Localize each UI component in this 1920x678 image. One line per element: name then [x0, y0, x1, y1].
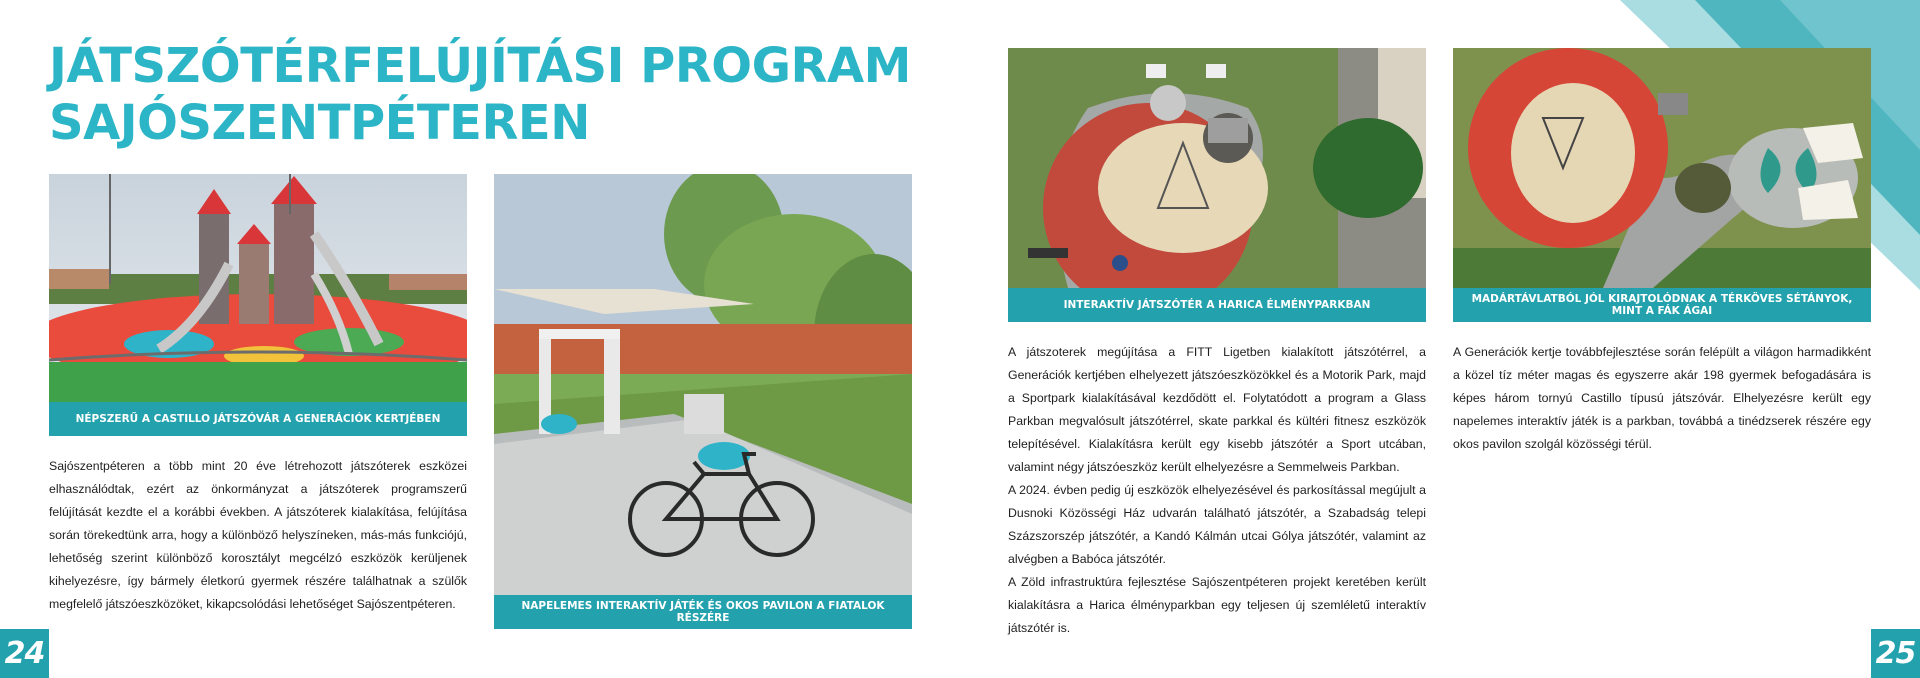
program-paragraph-2: A 2024. évben pedig új eszközök elhelyezésével és parkosítással megújult a Dusnoki Közösségi Ház udvarán található játszótér, a Szabadság telepi Százszorszép játszótér, a Kandó Kálmán utcai Gólya játszótér, valamint az alvégben a Babóca játszótér. [1008, 483, 1426, 566]
intro-paragraph: Sajószentpéteren a több mint 20 éve létrehozott játszóterek eszközei elhasználódtak, ezért az önkormányzat a játszóterek programszerű felújítását kezdte el a korábbi években. A játszóterek kialakítása, felújítása során törekedtünk arra, hogy a különböző helyszíneken, más-más funkciójú, lehetőség szerint különböző korosztályt megcélzó eszközök kerüljenek kihelyezésre, így bármely életkorú gyermek részére találhatnak a szülők megfelelő játszóeszközöket, kikapcsolódási lehetőséget Sajószentpéteren. [49, 459, 467, 611]
harica-caption-line-1: INTERAKTÍV JÁTSZÓTÉR A HARICA ÉLMÉNYPARKBAN [1063, 299, 1371, 311]
aerial-walkway-photo [1453, 48, 1871, 288]
program-paragraph-1: A játszoterek megújítása a FITT Ligetben kialakított játszótérrel, a Generációk kertjében elhelyezett játszóeszközökkel és a Motorik Park, majd a Sportpark kialakításával kezdődött el. Folytatódott a program a Glass Parkban megvalósult játszótérrel, skate parkkal és kültéri fitnesz eszközök telepítésével. Kialakításra került egy kisebb játszótér a Sport utcában, valamint négy játszóeszköz került elhelyezésre a Semmelweis Parkban. [1008, 345, 1426, 474]
castillo-playground-photo [49, 174, 467, 402]
castillo-text-column [1453, 341, 1871, 456]
aerial-caption-line-1: MADÁRTÁVLATBÓL JÓL KIRAJTOLÓDNAK A TÉRKÖVES SÉTÁNYOK, [1471, 293, 1853, 305]
program-paragraph-3: A Zöld infrastruktúra fejlesztése Sajószentpéteren projekt keretében került kialakításra a Harica élményparkban egy teljesen új szemléletű interaktív játszótér is. [1008, 575, 1426, 635]
page-title [49, 38, 911, 152]
solar-pavilion-photo [494, 174, 912, 595]
aerial-caption-line-2: MINT A FÁK ÁGAI [1611, 305, 1713, 317]
harica-playground-photo [1008, 48, 1426, 288]
solar-caption-line-1: NAPELEMES INTERAKTÍV JÁTÉK ÉS OKOS PAVILON A FIATALOK RÉSZÉRE [521, 600, 885, 624]
page-title-line-1: JÁTSZÓTÉRFELÚJÍTÁSI PROGRAM [49, 38, 911, 94]
program-text-column [1008, 341, 1426, 640]
page-number-left [0, 629, 49, 678]
harica-photo-caption [1008, 288, 1426, 322]
page-number-right-text: 25 [1875, 636, 1916, 671]
castillo-caption-line-1: NÉPSZERŰ A CASTILLO JÁTSZÓVÁR A GENERÁCIÓK KERTJÉBEN [75, 413, 441, 425]
aerial-photo-caption [1453, 288, 1871, 322]
castillo-photo-caption [49, 402, 467, 436]
page-number-left-text: 24 [4, 636, 45, 671]
page-title-line-2: SAJÓSZENTPÉTEREN [49, 95, 590, 151]
page-number-right [1871, 629, 1920, 678]
solar-photo-caption [494, 595, 912, 629]
intro-text-column [49, 455, 467, 616]
castillo-paragraph: A Generációk kertje továbbfejlesztése során felépült a világon harmadikként a közel tíz méter magas és egyszerre akár 198 gyermek befogadására is képes három tornyú Castillo típusú játszóvár. Elhelyezésre került egy napelemes interaktív játék is a parkban, továbbá a tinédzserek részére egy okos pavilon szolgál közösségi térül. [1453, 345, 1871, 451]
